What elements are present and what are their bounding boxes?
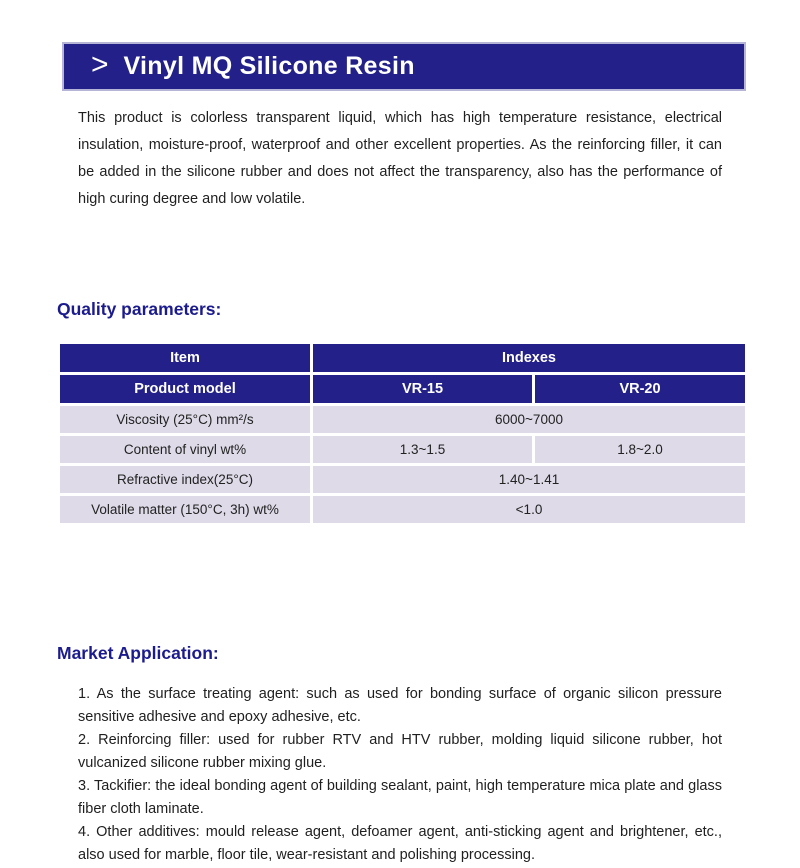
title-banner <box>62 42 746 91</box>
header-cell-product-model: Product model <box>59 374 312 405</box>
row-value: 6000~7000 <box>312 405 747 435</box>
product-page <box>0 42 800 868</box>
table-row-volatile-matter <box>59 495 747 525</box>
list-item-3: 3. Tackifier: the ideal bonding agent of building sealant, paint, high temperature mica plate and glass fiber cloth laminate. <box>78 778 722 817</box>
quality-parameters-table <box>57 341 748 526</box>
row-label: Viscosity (25°C) mm²/s <box>59 405 312 435</box>
table-subheader-row <box>59 374 747 405</box>
table-row-viscosity <box>59 405 747 435</box>
chevron-right-icon: > <box>91 47 109 81</box>
quality-parameters-heading: Quality parameters: <box>57 299 222 319</box>
list-item-1: 1. As the surface treating agent: such as used for bonding surface of organic silicon pressure sensitive adhesive and epoxy adhesive, etc. <box>78 686 722 725</box>
header-cell-item: Item <box>59 343 312 374</box>
header-cell-vr15: VR-15 <box>312 374 534 405</box>
table-row-refractive-index <box>59 465 747 495</box>
market-application-heading: Market Application: <box>57 643 219 663</box>
row-value: 1.40~1.41 <box>312 465 747 495</box>
list-item-4: 4. Other additives: mould release agent, defoamer agent, anti-sticking agent and brightener, etc., also used for marble, floor tile, wear-resistant and polishing processing. <box>78 824 722 863</box>
list-item-2: 2. Reinforcing filler: used for rubber RTV and HTV rubber, molding liquid silicone rubber, hot vulcanized silicone rubber mixing glue. <box>78 732 722 771</box>
row-value-vr20: 1.8~2.0 <box>534 435 747 465</box>
row-value-vr15: 1.3~1.5 <box>312 435 534 465</box>
row-label: Volatile matter (150°C, 3h) wt% <box>59 495 312 525</box>
header-cell-indexes: Indexes <box>312 343 747 374</box>
table-row-vinyl-content <box>59 435 747 465</box>
row-label: Refractive index(25°C) <box>59 465 312 495</box>
intro-paragraph: This product is colorless transparent liquid, which has high temperature resistance, electrical insulation, moisture-proof, waterproof and other excellent properties. As the reinforcing filler, it can be added in the silicone rubber and does not affect the transparency, also has the performance of high curing degree and low volatile. <box>78 110 722 207</box>
table-header-row <box>59 343 747 374</box>
row-label: Content of vinyl wt% <box>59 435 312 465</box>
page-title: Vinyl MQ Silicone Resin <box>123 52 415 80</box>
row-value: <1.0 <box>312 495 747 525</box>
header-cell-vr20: VR-20 <box>534 374 747 405</box>
market-application-list <box>78 683 722 867</box>
